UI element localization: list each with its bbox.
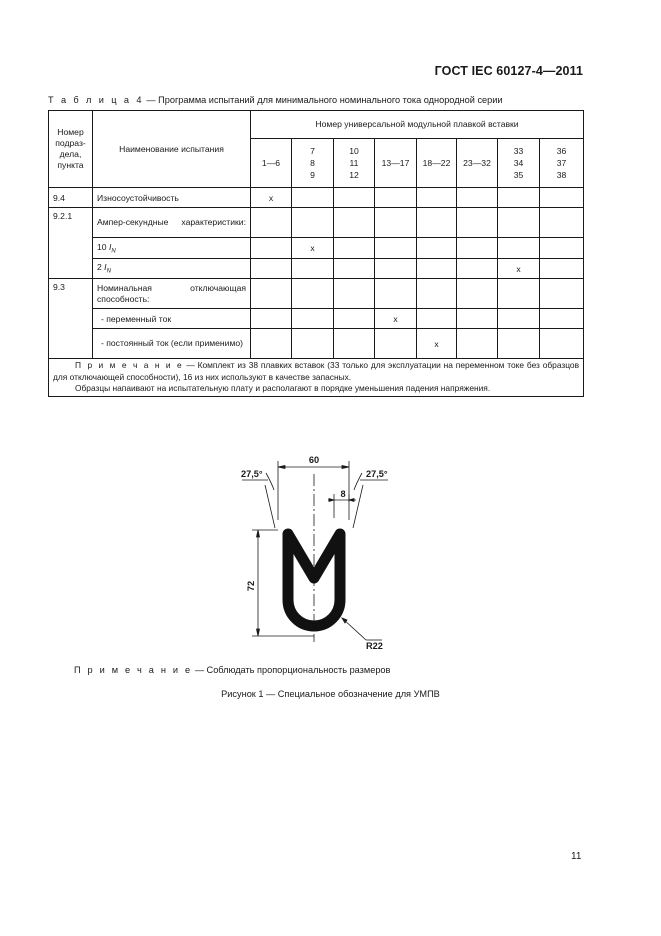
header-clause-line: пункта <box>57 160 84 170</box>
dim-height-label: 72 <box>246 580 256 592</box>
sub-col-line: 13—17 <box>381 158 410 168</box>
page-number: 11 <box>571 851 582 862</box>
sub-col-line: 11 <box>349 158 359 168</box>
test-name-cell <box>93 259 251 279</box>
sub-col-5 <box>417 139 457 188</box>
table-note-text: — Комплект из 38 плавких вставок (33 только для эксплуатации на переменном токе без образцов для отключающей способности), 16 из них используют в качестве запасных. <box>53 360 580 382</box>
document-id: ГОСТ IEC 60127-4—2011 <box>434 64 583 78</box>
dim-angle-right-label: 27,5° <box>366 469 388 479</box>
table-row <box>49 259 584 279</box>
current-symbol: I <box>104 262 107 273</box>
current-multiplier: 10 <box>97 241 109 252</box>
mark-cell: х <box>375 309 417 329</box>
test-name-cell <box>93 238 251 259</box>
table-row <box>49 238 584 259</box>
clause-cell: 9.2.1 <box>49 208 93 279</box>
mark-cell: х <box>417 329 457 359</box>
table-caption <box>48 95 503 105</box>
figure-note-text: — Соблюдать пропорциональность размеров <box>192 665 391 675</box>
table-row <box>49 329 584 359</box>
table-note <box>49 359 584 397</box>
sub-col-line: 37 <box>556 158 567 168</box>
figure-note-label: П р и м е ч а н и е <box>74 665 193 675</box>
mark-cell: х <box>251 188 292 208</box>
dim-angle-left-label: 27,5° <box>241 469 263 479</box>
header-test-name: Наименование испытания <box>93 111 251 188</box>
sub-col-8 <box>540 139 584 188</box>
current-subscript: N <box>106 268 111 275</box>
sub-col-6 <box>457 139 498 188</box>
mark-cell: х <box>498 259 540 279</box>
test-name-cell: - постоянный ток (если применимо) <box>93 329 251 359</box>
table-row <box>49 309 584 329</box>
header-clause-line: подраз- <box>55 138 86 148</box>
table-row <box>49 188 584 208</box>
table-caption-label: Т а б л и ц а 4 <box>48 95 144 105</box>
umpv-symbol-shape <box>288 534 340 626</box>
figure-note <box>74 665 390 675</box>
header-fuse-number: Номер универсальной модульной плавкой вставки <box>251 111 584 139</box>
test-program-table <box>48 110 584 397</box>
current-symbol: I <box>108 241 112 252</box>
sub-col-line: 7 <box>310 146 315 156</box>
current-multiplier: 2 <box>97 262 105 273</box>
sub-col-3 <box>334 139 375 188</box>
table-row <box>49 208 584 238</box>
figure-caption: Рисунок 1 — Специальное обозначение для УМПВ <box>221 689 440 699</box>
sub-col-line: 10 <box>349 146 359 156</box>
sub-col-line: 34 <box>513 158 524 168</box>
dim-width-label: 60 <box>308 455 320 465</box>
sub-col-line: 9 <box>310 170 315 180</box>
sub-col-line: 8 <box>310 158 315 168</box>
sub-col-2 <box>292 139 334 188</box>
sub-col-line: 35 <box>513 170 524 180</box>
test-name-cell: - переменный ток <box>93 309 251 329</box>
table-note-row <box>49 359 584 397</box>
sub-col-1 <box>251 139 292 188</box>
sub-col-line: 18—22 <box>422 158 451 168</box>
dim-stroke-label: 8 <box>340 489 346 499</box>
mark-cell: х <box>292 238 334 259</box>
current-subscript: N <box>111 248 116 255</box>
header-clause-line: дела, <box>59 149 82 159</box>
test-name-cell: Ампер-секундные характеристики: <box>93 208 251 238</box>
sub-col-line: 1—6 <box>261 158 281 168</box>
sub-col-line: 33 <box>513 146 524 156</box>
test-name-cell: Номинальная отключающая способность: <box>93 279 251 309</box>
sub-col-7 <box>498 139 540 188</box>
umpv-symbol-figure <box>230 450 390 650</box>
table-note-label: П р и м е ч а н и е <box>75 360 184 370</box>
header-clause <box>49 111 93 188</box>
table-note-line: Образцы напаивают на испытательную плату и располагают в порядке уменьшения падения напряжения. <box>75 383 491 393</box>
sub-col-line: 12 <box>349 170 359 180</box>
sub-col-line: 38 <box>556 170 567 180</box>
table-row <box>49 279 584 309</box>
clause-cell: 9.3 <box>49 279 93 359</box>
test-name-cell: Износоустойчивость <box>93 188 251 208</box>
table-note-line <box>53 360 579 383</box>
clause-cell: 9.4 <box>49 188 93 208</box>
dim-radius-label: R22 <box>366 641 383 650</box>
table-caption-text: — Программа испытаний для минимального номинального тока однородной серии <box>143 95 503 105</box>
sub-col-line: 23—32 <box>463 158 491 168</box>
header-clause-line: Номер <box>57 127 84 137</box>
sub-col-4 <box>375 139 417 188</box>
sub-col-line: 36 <box>556 146 567 156</box>
